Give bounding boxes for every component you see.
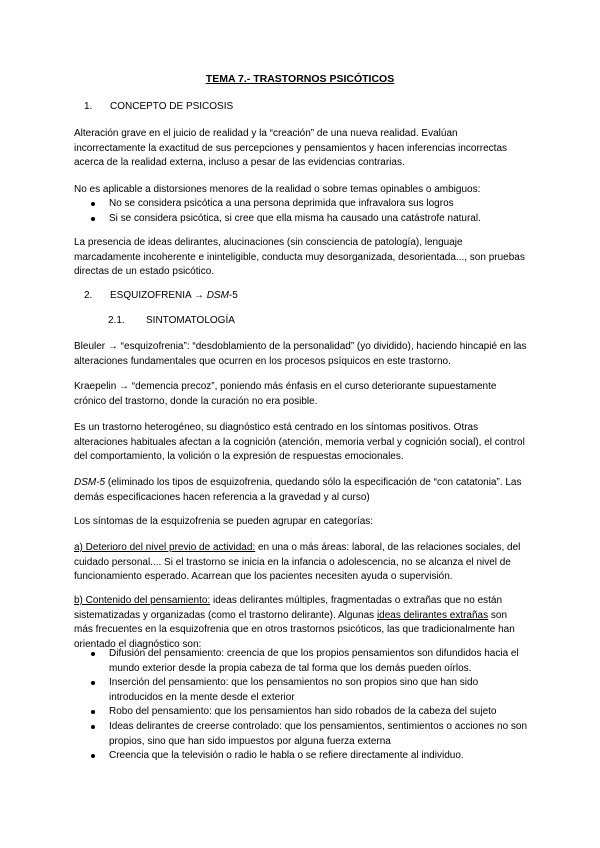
- section-2-title: [110, 289, 238, 304]
- heterogeneous-paragraph: Es un trastorno heterogéneo, su diagnóstico está centrado en los síntomas positivos. Otras alteraciones habituales afectan a la cognición (atención, memoria verbal y cognición social), el control del comportamiento, la volición o la expresión de respuestas emocionales.: [74, 422, 525, 463]
- subsection-2-1-title: SINTOMATOLOGÍA: [146, 315, 235, 326]
- psicosis-definition: Alteración grave en el juicio de realidad y la “creación” de una nueva realidad. Evalúan incorrectamente la exactitud de sus percepciones y pensamientos y hacen inferencias incorrectas acerca de la realidad externa, incluso a pesar de las evidencias contrarias.: [74, 128, 508, 169]
- section-2-title-prefix: ESQUIZOFRENIA →: [110, 290, 207, 301]
- list-item: No se considera psicótica a una persona deprimida que infravalora sus logros: [74, 197, 528, 212]
- dsm5-paragraph: [74, 476, 528, 505]
- kraepelin-paragraph: Kraepelin → “demencia precoz”, poniendo más énfasis en el curso deteriorante supuestamente crónico del trastorno, donde la curación no era posible.: [74, 381, 497, 407]
- category-b-text-2: son más frecuentes en la esquizofrenia que en otros trastornos psicóticos, las que tradicionalmente han orientado el diagnóstico son:: [74, 609, 515, 650]
- section-1-title: CONCEPTO DE PSICOSIS: [110, 101, 234, 112]
- psicosis-examples-list: [74, 197, 528, 226]
- list-item: Creencia que la televisión o radio le habla o se refiere directamente al individuo.: [74, 749, 528, 764]
- list-item: Inserción del pensamiento: que los pensamientos no son propios sino que han sido introducidos en la mente desde el exterior: [74, 676, 528, 705]
- dsm5-text: (eliminado los tipos de esquizofrenia, quedando sólo la especificación de “con catatonia”. Las demás especificaciones hacen referencia a la gravedad y al curso): [74, 477, 522, 503]
- section-2-title-dsm: DSM: [206, 290, 229, 301]
- section-1-number: 1.: [84, 101, 93, 112]
- category-a-text: en una o más áreas: laboral, de las relaciones sociales, del cuidado personal.... Si el trastorno se inicia en la infancia o adolescencia, no se alcanza el nivel de funcionamiento esperado. Acarrean que los pacientes necesiten ayuda o supervisión.: [74, 542, 521, 583]
- document-title: TEMA 7.- TRASTORNOS PSICÓTICOS: [205, 73, 395, 85]
- list-item: Difusión del pensamiento: creencia de que los propios pensamientos son difundidos hacia el mundo exterior desde la propia cabeza de tal forma que los demás pueden oírlos.: [74, 647, 528, 676]
- category-b-paragraph: [74, 594, 528, 652]
- psicosis-evidence: La presencia de ideas delirantes, alucinaciones (sin consciencia de patología), lenguaje marcadamente incoherente e ininteligible, conducta muy desorganizada, desorientada..., son pruebas directas de un estado psicótico.: [74, 237, 525, 278]
- category-b-underlined: ideas delirantes extrañas: [376, 609, 489, 621]
- section-2-title-suffix: -5: [228, 290, 238, 301]
- bleuler-paragraph: Bleuler → “esquizofrenia”: “desdoblamiento de la personalidad” (yo dividido), haciendo hincapié en las alteraciones fundamentales que ocurren en los procesos psíquicos en este trastorno.: [74, 341, 527, 367]
- category-a-label: a) Deterioro del nivel previo de actividad:: [74, 542, 256, 553]
- psicosis-not-applicable: No es aplicable a distorsiones menores de la realidad o sobre temas opinables o ambiguos:: [74, 184, 481, 195]
- category-b-list: [74, 647, 528, 764]
- subsection-2-1-number: 2.1.: [108, 315, 125, 326]
- list-item: Ideas delirantes de creerse controlado: que los pensamientos, sentimientos o acciones no son propios, sino que han sido impuestos por alguna fuerza externa: [74, 720, 528, 749]
- category-b-text-1: ideas delirantes múltiples, fragmentadas o extrañas que no están sistematizadas y organizadas (como el trastorno delirante). Algunas: [74, 595, 503, 621]
- category-a-paragraph: [74, 541, 528, 585]
- list-item: Robo del pensamiento: que los pensamientos han sido robados de la cabeza del sujeto: [74, 705, 528, 720]
- list-item: Si se considera psicótica, si cree que ella misma ha causado una catástrofe natural.: [74, 212, 528, 227]
- section-2-number: 2.: [84, 290, 93, 301]
- dsm5-label: DSM-5: [74, 477, 106, 488]
- categories-intro: Los síntomas de la esquizofrenia se pueden agrupar en categorías:: [74, 516, 374, 527]
- category-b-label: b) Contenido del pensamiento:: [74, 595, 211, 606]
